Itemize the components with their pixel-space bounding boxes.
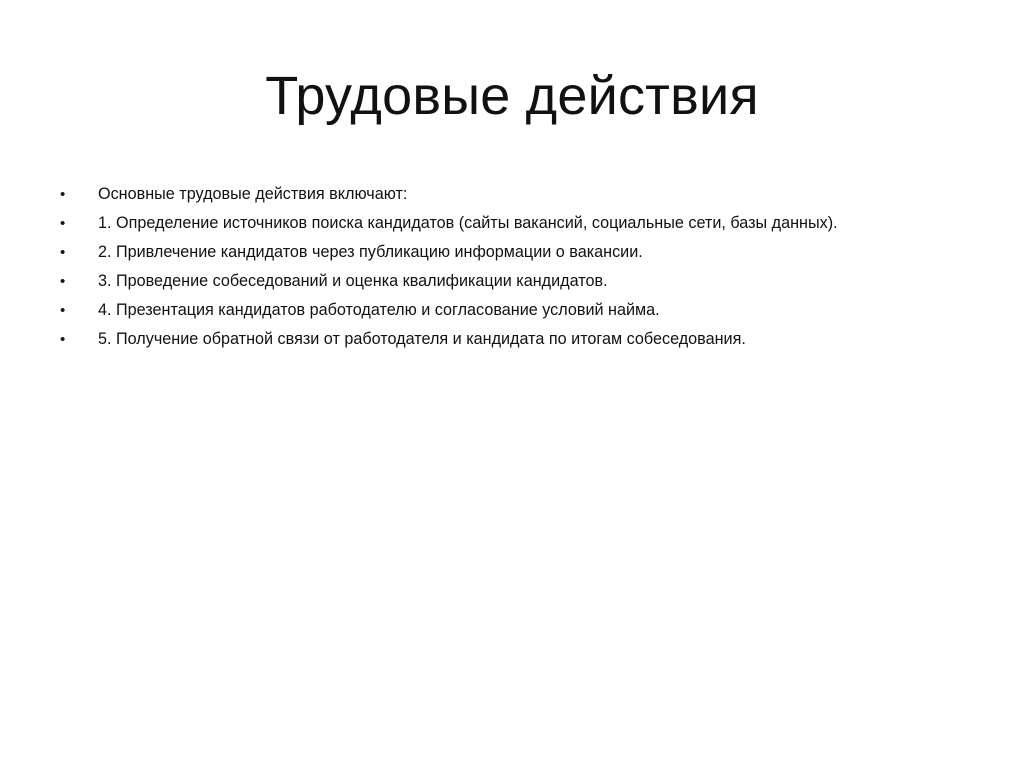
list-item [60,209,980,238]
bullet-icon: • [60,244,66,261]
list-item-text: Основные трудовые действия включают: [98,185,408,203]
list-item [60,296,980,325]
slide-title: Трудовые действия [265,66,759,126]
list-item-text: 1. Определение источников поиска кандидатов (сайты вакансий, социальные сети, базы данных). [98,214,838,232]
list-item [60,267,980,296]
bullet-icon: • [60,331,66,348]
list-item-text: 5. Получение обратной связи от работодателя и кандидата по итогам собеседования. [98,330,746,348]
list-item-text: 3. Проведение собеседований и оценка квалификации кандидатов. [98,272,608,290]
list-item [60,180,980,209]
bullet-icon: • [60,215,66,232]
list-item-text: 2. Привлечение кандидатов через публикацию информации о вакансии. [98,243,643,261]
bullet-icon: • [60,273,66,290]
list-item [60,325,980,354]
bullet-icon: • [60,186,66,203]
bullet-icon: • [60,302,66,319]
bullet-list [60,180,980,354]
list-item [60,238,980,267]
list-item-text: 4. Презентация кандидатов работодателю и согласование условий найма. [98,301,660,319]
